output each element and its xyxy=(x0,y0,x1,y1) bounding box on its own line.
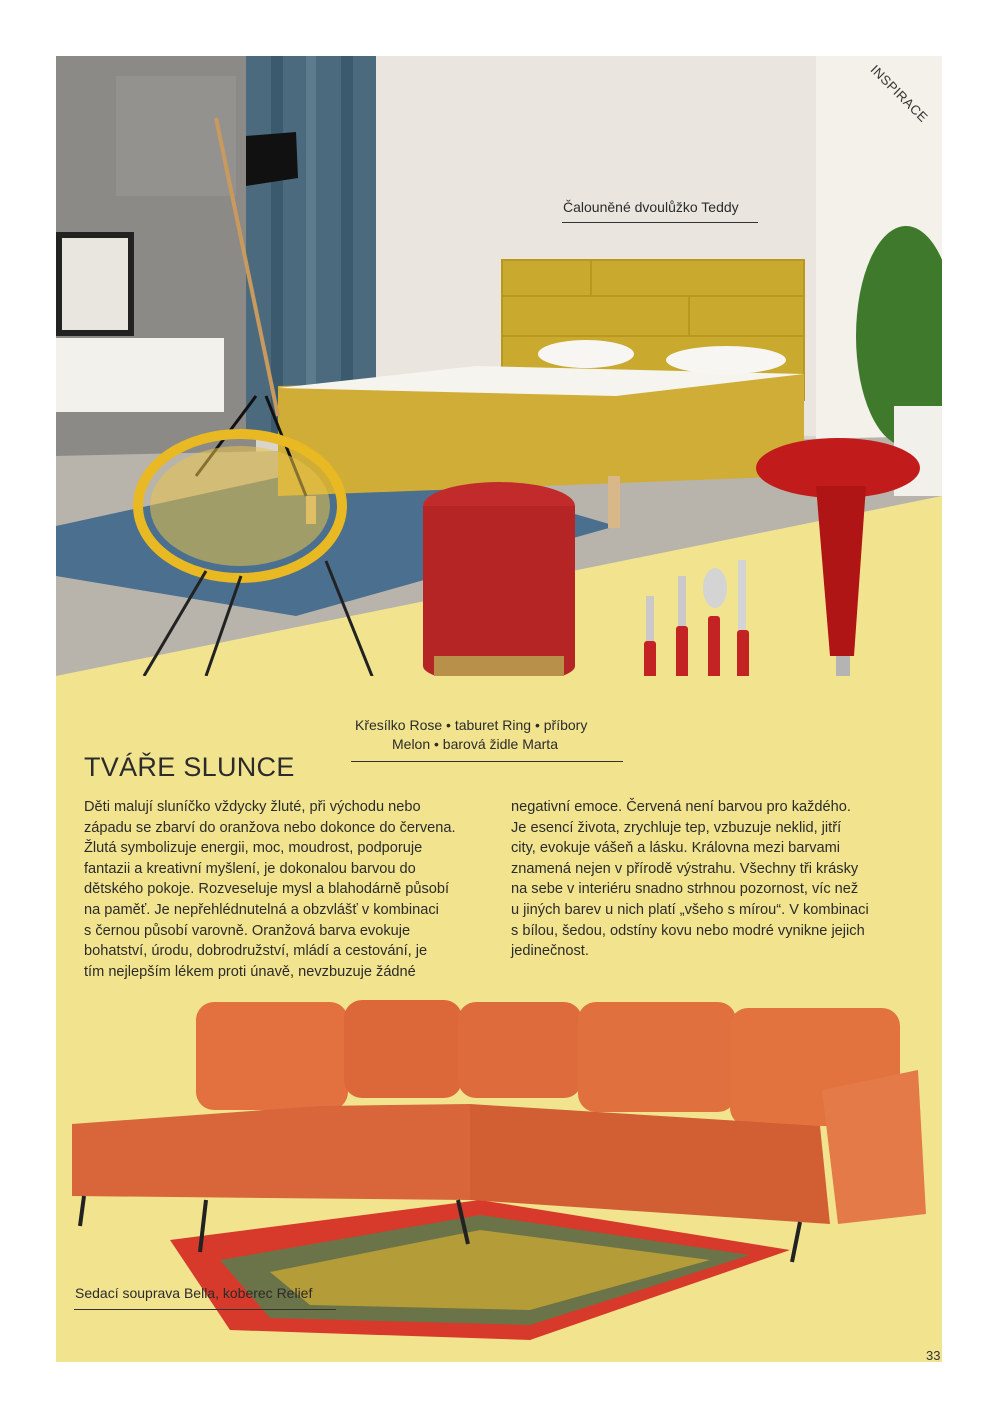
article-line: u jiných barev u nich platí „všeho s mírou“. V kombinaci xyxy=(511,901,869,918)
article-line: s černou působí varovně. Oranžová barva evokuje xyxy=(84,922,411,939)
article-line: na sebe v interiéru snadno strhnou pozornost, víc než xyxy=(511,881,859,898)
article-line: tím nejlepším lékem proti únavě, nevzbuzuje žádné xyxy=(84,963,416,980)
article-line: západu se zbarví do oranžova nebo dokonce do červena. xyxy=(84,819,456,836)
article-line: Je esencí života, zrychluje tep, vzbuzuje neklid, jitří xyxy=(511,819,842,836)
bedroom-photo xyxy=(56,56,942,676)
sofa-caption-rule xyxy=(74,1309,336,1310)
article-line: dětského pokoje. Rozveseluje mysl a blahodárně působí xyxy=(84,881,450,898)
article-line: jedinečnost. xyxy=(511,943,589,960)
article-line: na paměť. Je nepřehlédnutelná a obzvlášť v kombinaci xyxy=(84,901,439,918)
article-line: city, evokuje vášeň a lásku. Královna mezi barvami xyxy=(511,840,841,857)
article-line: Děti malují sluníčko vždycky žluté, při východu nebo xyxy=(84,799,421,815)
bed-caption: Čalouněné dvoulůžko Teddy xyxy=(563,199,739,215)
article-line: znamená nejen v přírodě výstrahu. Všechny tři krásky xyxy=(511,860,859,877)
article-line: s bílou, šedou, odstíny kovu nebo modré vynikne jejich xyxy=(511,922,865,939)
article-line: bohatství, úrodu, dobrodružství, mládí a cestování, je xyxy=(84,943,428,960)
section-tag: INSPIRACE xyxy=(867,61,931,126)
article-title: TVÁŘE SLUNCE xyxy=(84,752,295,782)
article-line: Žlutá symbolizuje energii, moc, moudrost, podporuje xyxy=(84,840,423,857)
products-caption-rule xyxy=(351,761,623,762)
products-caption-line-2: Melon • barová židle Marta xyxy=(392,736,558,752)
article-line: fantazii a kreativní myšlení, je dokonalou barvou do xyxy=(84,860,416,877)
article-column-1 xyxy=(84,797,489,982)
products-caption-line-1: Křesílko Rose • taburet Ring • příbory xyxy=(355,717,588,733)
page-number: 33 xyxy=(926,1348,941,1363)
article-line: negativní emoce. Červená není barvou pro každého. xyxy=(511,799,851,815)
yellow-panel xyxy=(56,56,942,1362)
sofa-caption: Sedací souprava Bella, koberec Relief xyxy=(75,1285,313,1301)
bed-caption-rule xyxy=(562,222,758,223)
article-column-2 xyxy=(511,797,911,962)
